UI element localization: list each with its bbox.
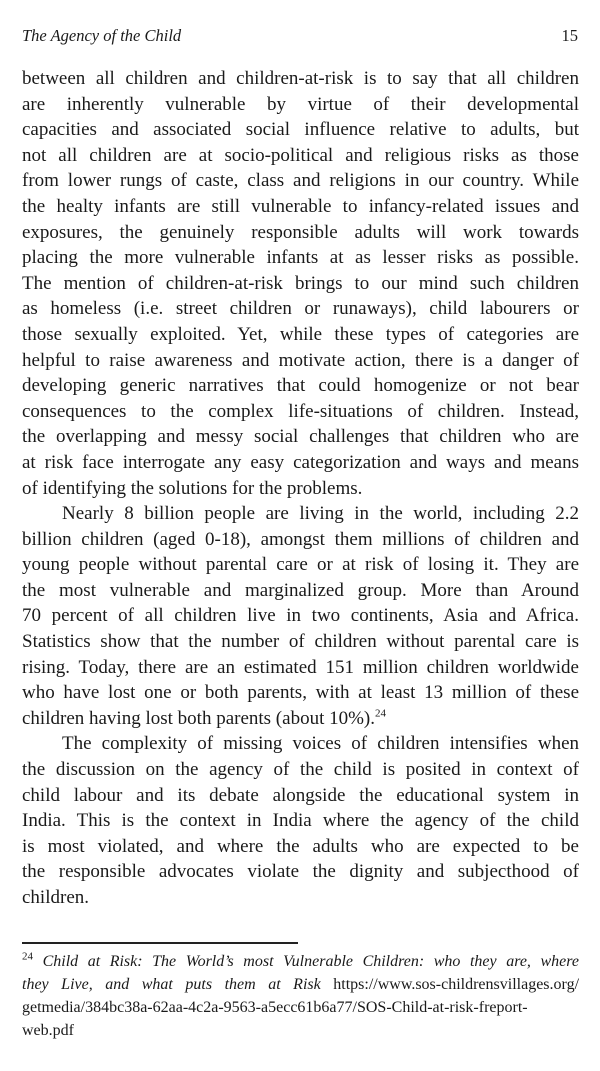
text-line bbox=[22, 757, 579, 783]
text-line bbox=[22, 731, 579, 757]
text-line bbox=[22, 194, 579, 220]
text-line-content: The complexity of missing voices of children intensifies when bbox=[62, 733, 579, 755]
text-line bbox=[22, 424, 579, 450]
text-line bbox=[22, 348, 579, 374]
text-line-content: the most vulnerable and marginalized group. More than Around bbox=[22, 579, 579, 601]
footnote-title: they Live, and what puts them at Risk bbox=[22, 976, 321, 993]
text-line bbox=[22, 578, 579, 604]
text-line-content: helpful to raise awareness and motivate action, there is a danger of bbox=[22, 349, 579, 371]
text-line-content: are inherently vulnerable by virtue of their developmental bbox=[22, 93, 579, 115]
text-line-content: as homeless (i.e. street children or runaways), child labourers or bbox=[22, 298, 579, 320]
text-line bbox=[22, 322, 579, 348]
text-line bbox=[22, 501, 579, 527]
text-line bbox=[22, 92, 579, 118]
footnote bbox=[22, 950, 579, 1042]
footnote-line bbox=[22, 973, 579, 996]
text-line-content: those sexually exploited. Yet, while these types of categories are bbox=[22, 323, 579, 345]
text-line-content: of identifying the solutions for the problems. bbox=[22, 477, 363, 499]
text-line-content: not all children are at socio-political and religious risks as those bbox=[22, 144, 579, 166]
text-line-content: The mention of children-at-risk brings to our mind such children bbox=[22, 272, 579, 294]
running-title: The Agency of the Child bbox=[22, 26, 182, 45]
text-line bbox=[22, 783, 579, 809]
text-line-content: young people without parental care or at risk of losing it. They are bbox=[22, 554, 579, 576]
text-line bbox=[22, 168, 579, 194]
paragraph bbox=[22, 66, 579, 501]
text-line bbox=[22, 834, 579, 860]
text-line bbox=[22, 808, 579, 834]
text-line bbox=[22, 885, 579, 911]
paragraph bbox=[22, 731, 579, 910]
text-line-content: children. bbox=[22, 887, 90, 908]
text-line bbox=[22, 450, 579, 476]
text-line bbox=[22, 220, 579, 246]
text-line-content: exposures, the genuinely responsible adults will work towards bbox=[22, 221, 579, 243]
text-line bbox=[22, 399, 579, 425]
footnote-url[interactable]: web.pdf bbox=[22, 1022, 74, 1039]
body-text bbox=[22, 66, 579, 911]
text-line-content: developing generic narratives that could homogenize or not bear bbox=[22, 375, 579, 397]
footnote-number: 24 bbox=[22, 950, 33, 963]
text-line bbox=[22, 552, 579, 578]
text-line-content: billion children (aged 0-18), amongst them millions of children and bbox=[22, 528, 579, 550]
footnote-divider bbox=[22, 942, 298, 944]
text-line bbox=[22, 655, 579, 681]
text-line-content: the discussion on the agency of the child is posited in context of bbox=[22, 759, 579, 781]
text-line bbox=[22, 117, 579, 143]
text-line bbox=[22, 603, 579, 629]
page-number: 15 bbox=[561, 26, 578, 45]
text-line-content: rising. Today, there are an estimated 151 million children worldwide bbox=[22, 656, 579, 678]
text-line-content: Nearly 8 billion people are living in the world, including 2.2 bbox=[62, 503, 579, 525]
footnote-reference[interactable]: 24 bbox=[375, 707, 387, 720]
text-line bbox=[22, 143, 579, 169]
text-line-content: who have lost one or both parents, with at least 13 million of these bbox=[22, 682, 579, 704]
text-line-content: the overlapping and messy social challenges that children who are bbox=[22, 426, 579, 448]
text-line-content: 70 percent of all children live in two continents, Asia and Africa. bbox=[22, 605, 579, 627]
text-line bbox=[22, 527, 579, 553]
text-line-content: child labour and its debate alongside the educational system in bbox=[22, 784, 579, 806]
text-line bbox=[22, 629, 579, 655]
text-line-content: Statistics show that the number of children without parental care is bbox=[22, 631, 579, 653]
paragraph bbox=[22, 501, 579, 731]
footnote-line bbox=[22, 950, 579, 973]
footnote-title: Child at Risk: The World’s most Vulnerable Children: who they are, where bbox=[42, 953, 580, 970]
text-line-content: at risk face interrogate any easy categorization and ways and means bbox=[22, 451, 579, 473]
text-line bbox=[22, 476, 579, 502]
text-line bbox=[22, 680, 579, 706]
footnote-url[interactable]: getmedia/384bc38a-62aa-4c2a-9563-a5ecc61b6a77/SOS-Child-at-risk-freport- bbox=[22, 999, 528, 1016]
text-line bbox=[22, 859, 579, 885]
text-line bbox=[22, 296, 579, 322]
text-line-content: children having lost both parents (about 10%). bbox=[22, 707, 376, 729]
text-line-content: India. This is the context in India where the agency of the child bbox=[22, 810, 579, 832]
text-line-content: is most violated, and where the adults who are expected to be bbox=[22, 835, 579, 857]
text-line bbox=[22, 706, 579, 732]
text-line-content: the healty infants are still vulnerable to infancy-related issues and bbox=[22, 195, 579, 217]
text-line bbox=[22, 245, 579, 271]
page-header bbox=[22, 26, 578, 48]
text-line-content: between all children and children-at-risk is to say that all children bbox=[22, 68, 579, 89]
text-line-content: the responsible advocates violate the dignity and subjecthood of bbox=[22, 861, 579, 883]
text-line-content: capacities and associated social influence relative to adults, but bbox=[22, 119, 579, 141]
text-line bbox=[22, 373, 579, 399]
text-line-content: from lower rungs of caste, class and religions in our country. While bbox=[22, 170, 579, 192]
text-line-content: consequences to the complex life-situations of children. Instead, bbox=[22, 400, 579, 422]
text-line-content: placing the more vulnerable infants at as lesser risks as possible. bbox=[22, 247, 579, 269]
text-line bbox=[22, 66, 579, 92]
text-line bbox=[22, 271, 579, 297]
footnote-url[interactable]: https://www.sos-childrensvillages.org/ bbox=[333, 976, 580, 993]
